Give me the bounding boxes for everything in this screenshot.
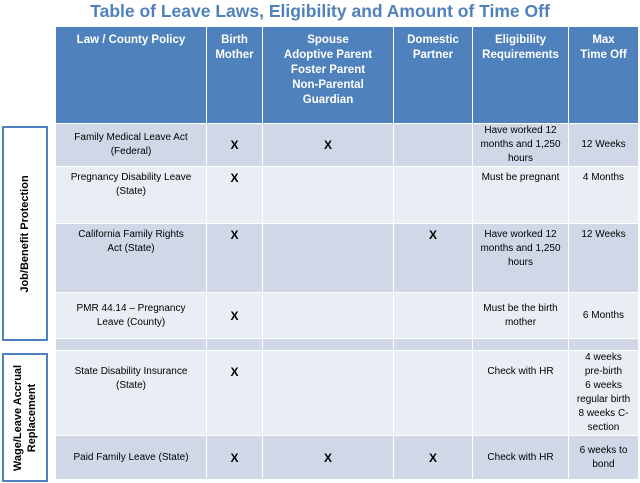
page-title: Table of Leave Laws, Eligibility and Amount of Time Off [90,1,550,21]
eligibility-cell: Have worked 12 months and 1,250 hours [473,224,569,293]
law-cell: PMR 44.14 – Pregnancy Leave (County) [56,293,207,339]
birth-mother-mark: X [207,167,263,224]
domestic-partner-cell [394,351,473,436]
spouse-cell [263,351,394,436]
domestic-partner-mark: X [394,436,473,480]
law-cell: Family Medical Leave Act (Federal) [56,124,207,167]
eligibility-cell: Have worked 12 months and 1,250 hours [473,124,569,167]
domestic-partner-cell [394,167,473,224]
leave-laws-table [55,26,639,480]
birth-mother-mark: X [207,124,263,167]
max-time-cell: 4 Months [569,167,639,224]
max-time-cell: 12 Weeks [569,224,639,293]
domestic-partner-cell [394,124,473,167]
birth-mother-mark: X [207,436,263,480]
eligibility-cell: Check with HR [473,436,569,480]
table-row [56,124,639,167]
table-spacer-row [56,339,639,351]
law-cell: Paid Family Leave (State) [56,436,207,480]
eligibility-cell: Must be the birth mother [473,293,569,339]
law-cell: State Disability Insurance (State) [56,351,207,436]
spouse-cell [263,224,394,293]
birth-mother-mark: X [207,293,263,339]
header-eligibility: Eligibility Requirements [473,27,569,124]
side-label-line: Wage/Leave Accrual [12,364,24,471]
spouse-mark: X [263,124,394,167]
max-time-cell: 6 Months [569,293,639,339]
max-time-cell: 6 weeks to bond [569,436,639,480]
table-row [56,293,639,339]
table-row [56,167,639,224]
header-spouse: Spouse Adoptive Parent Foster Parent Non-Parental Guardian [263,27,394,124]
side-label-wage-replacement [2,353,48,482]
law-cell: Pregnancy Disability Leave (State) [56,167,207,224]
table-header-row [56,27,639,124]
side-label-line: Replacement [26,383,38,452]
domestic-partner-cell [394,293,473,339]
header-domestic-partner: Domestic Partner [394,27,473,124]
eligibility-cell: Check with HR [473,351,569,436]
side-label-text: Job/Benefit Protection [19,174,31,293]
spouse-mark: X [263,436,394,480]
side-label-text [11,364,39,470]
spouse-cell [263,167,394,224]
max-time-cell: 4 weeks pre-birth 6 weeks regular birth 8 weeks C- section [569,351,639,436]
header-birth-mother: Birth Mother [207,27,263,124]
table-row [56,351,639,436]
birth-mother-mark: X [207,224,263,293]
header-max-time-off: Max Time Off [569,27,639,124]
table-row [56,224,639,293]
max-time-cell: 12 Weeks [569,124,639,167]
eligibility-cell: Must be pregnant [473,167,569,224]
law-cell: California Family Rights Act (State) [56,224,207,293]
header-law: Law / County Policy [56,27,207,124]
spouse-cell [263,293,394,339]
side-label-job-benefit-protection [2,126,48,341]
domestic-partner-mark: X [394,224,473,293]
birth-mother-mark: X [207,351,263,436]
table-row [56,436,639,480]
